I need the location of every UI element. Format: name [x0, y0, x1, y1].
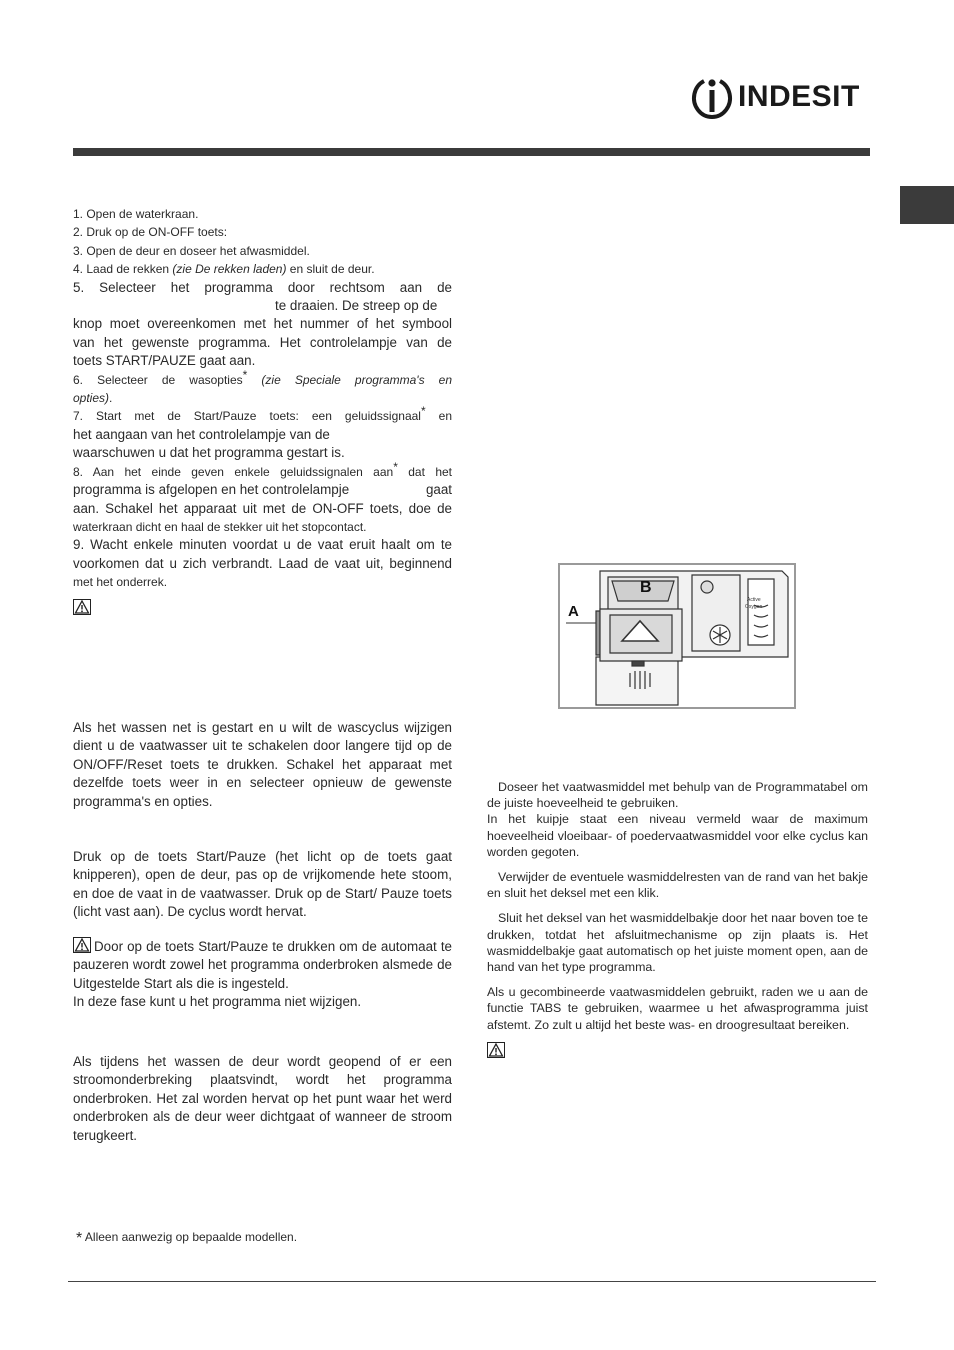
- step-9-line-3: met het onderrek.: [73, 575, 168, 590]
- right-p2: In het kuipje staat een niveau vermeld waar de maximum hoeveelheid vloeibaar- of poedervaatwasmiddel voor elke cyclus kan worden gegoten.: [487, 812, 868, 859]
- label-b: B: [640, 579, 652, 596]
- add-dishes-text: Druk op de toets Start/Pauze (het licht op de toets gaat knipperen), open de deur, pas op de vrijkomende hete stoom, en doe de vaat in de vaatwasser. Druk op de Start/ Pauze toets (licht vast aan). De cyclus wordt hervat.: [73, 849, 452, 920]
- right-p4: Sluit het deksel van het wasmiddelbakje door het naar boven toe te drukken, totdat het afsluitmechanisme op zijn plaats is. Het wasmiddelbakje gaat automatisch op het juiste moment open, aan de hand van het type programma.: [487, 911, 868, 975]
- warning-icon: [487, 1042, 505, 1058]
- step-9-line-1: 9. Wacht enkele minuten voordat u de vaat eruit haalt om te: [73, 537, 452, 553]
- step-6: 6. Selecteer de wasopties* (zie Speciale programma's en: [73, 367, 452, 387]
- brand-name: INDESIT: [738, 80, 860, 113]
- label-a: A: [568, 603, 579, 620]
- step-5-line-3: knop moet overeenkomen met het nummer of het symbool: [73, 316, 452, 332]
- footer-rule: [68, 1281, 876, 1282]
- step-8-line-4: waterkraan dicht en haal de stekker uit het stopcontact.: [73, 519, 367, 534]
- warning-icon-right: [487, 1042, 868, 1060]
- right-column-text: [487, 779, 868, 1069]
- step-8-line-3: aan. Schakel het apparaat uit met de ON-OFF toets, doe de: [73, 500, 452, 516]
- step-2: 2. Druk op de ON-OFF toets:: [73, 225, 228, 240]
- step-9-line-2: voorkomen dat u zich verbrandt. Laad de vaat uit, beginnend: [73, 555, 452, 571]
- detergent-dispenser-figure: [558, 563, 796, 709]
- change-program-text: Als het wassen net is gestart en u wilt de wascyclus wijzigen dient u de vaatwasser uit te schakelen door langere tijd op de ON/OFF/Reset toets te drukken. Schakel het apparaat met dezelfde toets weer in en selecteer opnieuw de gewenste programma's en opties.: [73, 720, 452, 809]
- step-5-line-5: toets START/PAUZE gaat aan.: [73, 353, 256, 369]
- steps-list: [73, 205, 452, 618]
- right-p1: Doseer het vaatwasmiddel met behulp van de Programmatabel om de juiste hoeveelheid te gebruiken.: [487, 780, 868, 811]
- right-p3: Verwijder de eventuele wasmiddelresten van de rand van het bakje en sluit het deksel met een klik.: [487, 870, 868, 901]
- step-6-line-2: opties).: [73, 391, 113, 406]
- step-7: 7. Start met de Start/Pauze toets: een geluidssignaal* en: [73, 404, 452, 424]
- warning-icon: [73, 599, 91, 615]
- footnote: * Alleen aanwezig op bepaalde modellen.: [76, 1230, 298, 1247]
- language-tab: [900, 186, 954, 224]
- step-8-line-2: programma is afgelopen en het controlelampje gaat: [73, 482, 452, 498]
- pause-warning: Door op de toets Start/Pauze te drukken om de automaat te pauzeren wordt zowel het programma onderbroken alsmede de Uitgestelde Start als die is ingesteld. In deze fase kunt u het programma niet wijzigen.: [73, 939, 452, 1010]
- warning-icon: [73, 937, 91, 953]
- step-5-line-4: van het gewenste programma. Het controlelampje van de: [73, 334, 452, 350]
- indesit-logo: [688, 74, 870, 122]
- step-5-line-2: te draaien. De streep op de: [275, 298, 438, 314]
- step-3: 3. Open de deur en doseer het afwasmiddel.: [73, 243, 310, 258]
- dial-text-2: Oxygen: [745, 604, 763, 610]
- step-7-line-2: het aangaan van het controlelampje van de: [73, 426, 330, 442]
- dial-text-1: Active: [747, 597, 761, 603]
- indesit-emblem-icon: [690, 74, 734, 122]
- step-7-line-3: waarschuwen u dat het programma gestart is.: [73, 445, 345, 461]
- step-5-line-1: 5. Selecteer het programma door rechtsom aan de: [73, 279, 452, 295]
- right-p5: Als u gecombineerde vaatwasmiddelen gebruikt, raden we u aan de functie TABS te gebruiken, waarmee u het afwasprogramma juist afstemt. Zo zult u altijd het beste was- en droogresultaat bereiken.: [487, 985, 868, 1032]
- header-rule: [73, 148, 870, 156]
- dispenser-illustration: [560, 565, 794, 707]
- step-8: 8. Aan het einde geven enkele geluidssignalen aan* dat het: [73, 459, 452, 479]
- interruption-text: Als tijdens het wassen de deur wordt geopend of er een stroomonderbreking plaatsvindt, wordt het programma onderbroken. Het zal worden hervat op het punt waar het werd onderbroken als de deur weer dichtgaat of wanneer de stroom terugkeert.: [73, 1054, 452, 1143]
- step-4: 4. Laad de rekken (zie De rekken laden) en sluit de deur.: [73, 262, 375, 277]
- step-1: 1. Open de waterkraan.: [73, 207, 199, 221]
- warning-icon-steps: [73, 599, 452, 618]
